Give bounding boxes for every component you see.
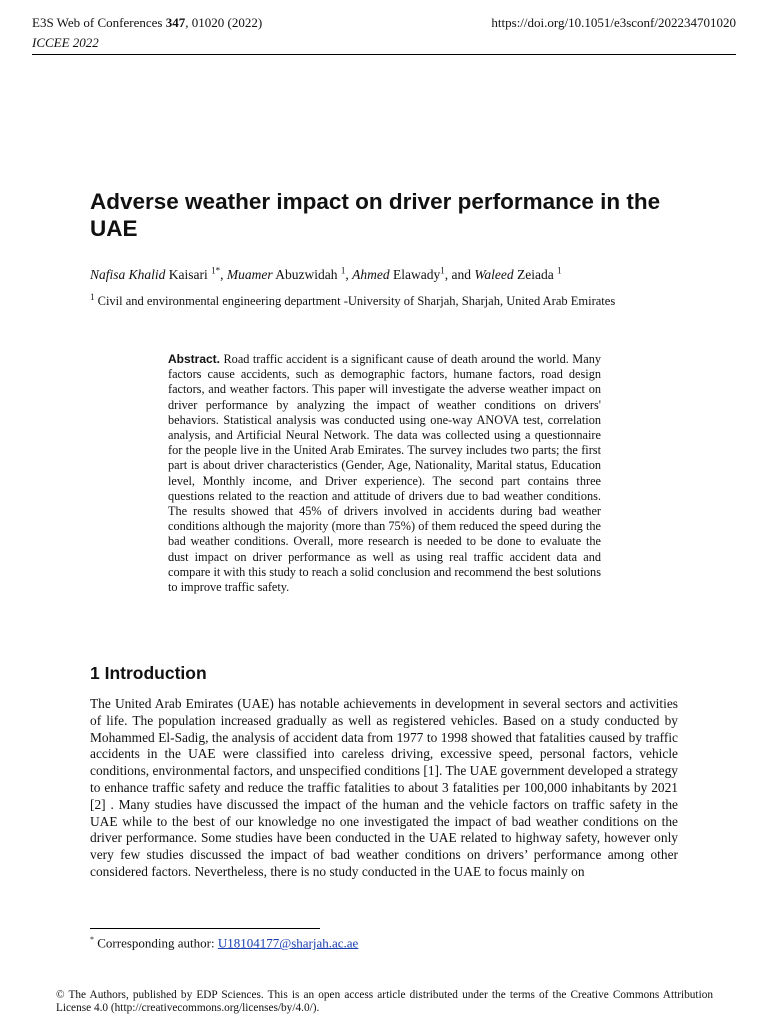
section-heading: 1 Introduction: [90, 663, 207, 683]
header-divider: [32, 54, 736, 55]
author: Nafisa Khalid Kaisari $^{1*}$,: [90, 265, 227, 282]
volume-number: 347: [165, 15, 186, 30]
paper-title: Adverse weather impact on driver performance in the UAE: [90, 189, 661, 241]
author: Waleed Zeiada $^1$: [474, 265, 562, 282]
author: Muamer Abuzwidah $^1$,: [226, 265, 353, 282]
email-link[interactable]: U18104177@sharjah.ac.ae: [217, 935, 359, 951]
conference-name: ICCEE 2022: [32, 35, 99, 50]
author-list: [90, 265, 562, 283]
abstract-label: Abstract.: [168, 352, 221, 366]
footnote: * Corresponding author: U18104177@sharjah.ac.ae: [90, 935, 359, 951]
running-header: [32, 13, 262, 53]
footnote-divider: [90, 928, 320, 929]
abstract-text: Road traffic accident is a significant cause of death around the world. Many factors cause accidents, such as demographic factors, humane factors, road design factors, and weather factors. This paper will investigate the adverse weather impact on driver performance by analyzing the impact of weather conditions on drivers' behaviors. Statistical analysis was conducted using one-way ANOVA test, correlation analysis, and Artificial Neural Network. The data was collected using a questionnaire for the people live in the United Arab Emirates. The survey includes two parts; the first part is about driver characteristics (Gender, Age, Nationality, Marital status, Education level, Monthly income, and Driver experience). The second part contains three questions related to the reaction and attitude of drivers due to bad weather conditions. The results showed that 45% of drivers involved in accidents during bad weather conditions although the majority (more than 75%) of them reduced the speed during the bad weather conditions. Overall, more research is needed to be done to evaluate the dust impact on driver performance as well as using real traffic accident data and compare it with this study to reach a solid conclusion and recommend the best solutions to improve traffic safety.: [168, 352, 601, 595]
affiliation: $^1$ Civil and environmental engineering department -University of Sharjah, Sharjah, United Arab Emirates: [90, 292, 616, 309]
journal-citation: E3S Web of Conferences 347, 01020 (2022): [32, 15, 263, 30]
doi-link[interactable]: https://doi.org/10.1051/e3sconf/202234701020: [491, 15, 736, 30]
body-paragraph: The United Arab Emirates (UAE) has notable achievements in development in several sectors and activities of life. The population increased gradually as well as registered vehicles. Based on a study conducted by Mohammed El-Sadig, the analysis of accident data from 1977 to 1998 showed that fatalities caused by traffic accidents in the UAE were classified into careless driving, excessive speed, personal factors, vehicle conditions, environmental factors, and unspecified conditions [1]. The UAE government developed a strategy to enhance traffic safety and reduce the traffic fatalities to about 3 fatalities per 100,000 inhabitants by 2021 [2] . Many studies have discussed the impact of the human and the vehicle factors on traffic safety in the UAE while to the best of our knowledge no one investigated the impact of bad weather conditions on the driver performance. Some studies have been conducted in the UAE related to highway safety, however only very few studies discussed the impact of bad weather conditions on drivers’ performance among other considered factors. Nevertheless, there is no study conducted in the UAE to focus mainly on: [90, 696, 678, 879]
abstract: [168, 352, 601, 595]
license-notice: © The Authors, published by EDP Sciences. This is an open access article distributed under the terms of the Creative Commons Attribution License 4.0 (http://creativecommons.org/licenses/by/4.0/).: [56, 989, 713, 1014]
author: Ahmed Elawady$^1$, and: [352, 265, 475, 282]
